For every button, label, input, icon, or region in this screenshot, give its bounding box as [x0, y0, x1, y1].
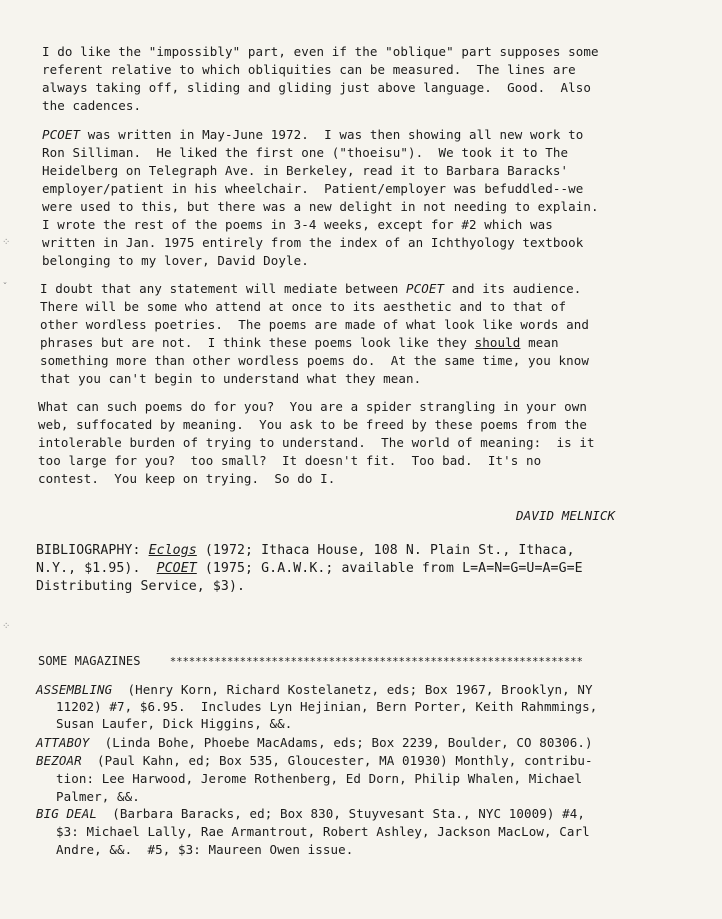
text-line: 11202) #7, $6.95. Includes Lyn Hejinian, Bern Porter, Keith Rahmmings, [56, 699, 598, 714]
text-line: employer/patient in his wheelchair. Patient/employer was befuddled--we [42, 181, 584, 196]
magazine-entry-first-line [36, 681, 593, 699]
text-line: always taking off, sliding and gliding just above language. Good. Also [42, 80, 592, 95]
bibliography-label: BIBLIOGRAPHY: [36, 543, 141, 558]
book-title: PCOET [42, 127, 81, 142]
text-line: written in Jan. 1975 entirely from the index of an Ichthyology textbook [42, 235, 584, 250]
magazine-entry-first-line [36, 734, 593, 752]
text-line: Heidelberg on Telegraph Ave. in Berkeley, read it to Barbara Baracks' [42, 163, 569, 178]
text-segment: (Barbara Baracks, ed; Box 830, Stuyvesant Sta., NYC 10009) #4, [97, 806, 586, 821]
text-segment: (Henry Korn, Richard Kostelanetz, eds; Box 1967, Brooklyn, NY [112, 682, 593, 697]
text-line: Ron Silliman. He liked the first one ("thoeisu"). We took it to The [42, 145, 569, 160]
text-line: web, suffocated by meaning. You ask to be freed by these poems from the [38, 417, 588, 432]
asterisk-rule: ***************************************************************** [169, 656, 583, 668]
book-title: Eclogs [148, 543, 197, 558]
underlined-word: should [474, 335, 521, 350]
text-line: Andre, &&. #5, $3: Maureen Owen issue. [56, 842, 354, 857]
margin-speck-mark: ⁘ [2, 621, 11, 632]
text-line: I do like the "impossibly" part, even if the "oblique" part supposes some [42, 44, 599, 59]
magazine-entry-first-line [36, 752, 593, 770]
text-line [36, 560, 583, 578]
text-line: other wordless poetries. The poems are made of what look like words and [40, 317, 590, 332]
text-segment: I doubt that any statement will mediate between [40, 281, 407, 296]
text-segment: and its audience. [444, 281, 582, 296]
magazine-title: ATTABOY [36, 735, 90, 750]
text-line [42, 126, 583, 144]
text-segment: (Linda Bohe, Phoebe MacAdams, eds; Box 2239, Boulder, CO 80306.) [89, 735, 593, 750]
text-line: tion: Lee Harwood, Jerome Rothenberg, Ed Dorn, Philip Whalen, Michael [56, 771, 583, 786]
text-line: Distributing Service, $3). [36, 579, 246, 594]
heading-text: SOME MAGAZINES [38, 654, 141, 668]
text-segment: (Paul Kahn, ed; Box 535, Gloucester, MA 01930) Monthly, contribu- [81, 753, 593, 768]
text-line: referent relative to which obliquities can be measured. The lines are [42, 62, 576, 77]
text-segment: was written in May-June 1972. I was then showing all new work to [80, 127, 584, 142]
text-line: What can such poems do for you? You are a spider strangling in your own [38, 399, 588, 414]
text-line: contest. You keep on trying. So do I. [38, 471, 336, 486]
margin-speck-mark: ⁘ [2, 237, 11, 248]
margin-speck-mark: ˇ [2, 282, 9, 293]
section-heading [38, 652, 583, 671]
text-segment: N.Y., $1.95). [36, 561, 157, 576]
text-segment: (1975; G.A.W.K.; available from L=A=N=G=U=A=G=E [196, 561, 583, 576]
text-line: $3: Michael Lally, Rae Armantrout, Robert Ashley, Jackson MacLow, Carl [56, 824, 590, 839]
magazine-title: BEZOAR [36, 753, 82, 768]
text-line: intolerable burden of trying to understand. The world of meaning: is it [38, 435, 595, 450]
magazine-title: ASSEMBLING [36, 682, 113, 697]
author-signature: DAVID MELNICK [516, 508, 616, 523]
magazine-entry-first-line [36, 805, 585, 823]
text-line [40, 334, 559, 352]
text-line: belonging to my lover, David Doyle. [42, 253, 309, 268]
book-title: PCOET [406, 281, 445, 296]
text-line: something more than other wordless poems do. At the same time, you know [40, 353, 590, 368]
book-title: PCOET [156, 561, 197, 576]
text-line: I wrote the rest of the poems in 3-4 weeks, except for #2 which was [42, 217, 553, 232]
text-line: the cadences. [42, 98, 142, 113]
text-line: were used to this, but there was a new delight in not needing to explain. [42, 199, 599, 214]
text-segment: (1972; Ithaca House, 108 N. Plain St., Ithaca, [196, 543, 575, 558]
text-line: that you can't begin to understand what they mean. [40, 371, 422, 386]
text-line: too large for you? too small? It doesn't fit. Too bad. It's no [38, 453, 542, 468]
text-segment: phrases but are not. I think these poems look like they [40, 335, 475, 350]
text-segment: mean [520, 335, 559, 350]
text-line [40, 280, 581, 298]
text-line: Susan Laufer, Dick Higgins, &&. [56, 716, 293, 731]
text-line [36, 542, 575, 560]
text-line: Palmer, &&. [56, 789, 140, 804]
text-line: There will be some who attend at once to its aesthetic and to that of [40, 299, 567, 314]
magazine-title: BIG DEAL [36, 806, 98, 821]
